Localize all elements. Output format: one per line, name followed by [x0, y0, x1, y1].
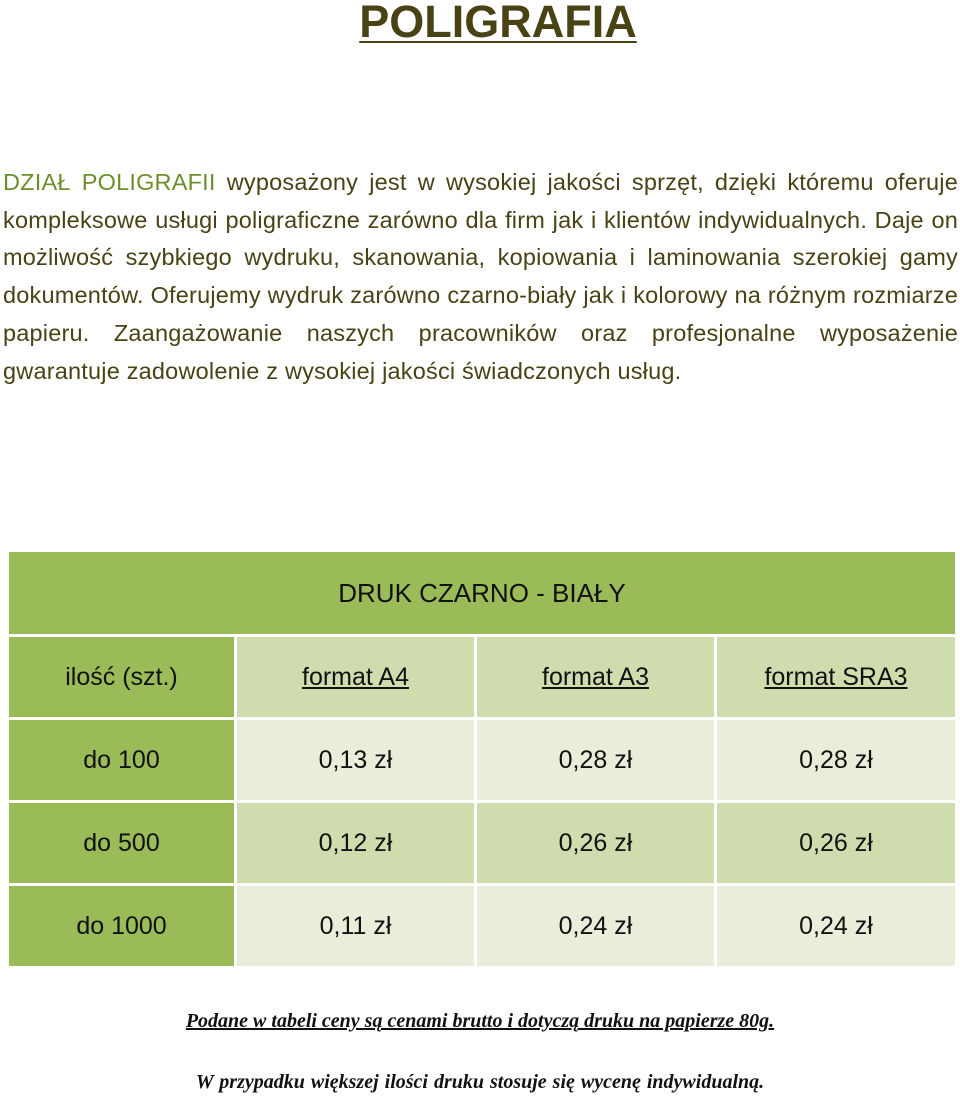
table-heading-row [8, 551, 957, 636]
table-row [8, 719, 957, 802]
table-row [8, 802, 957, 885]
table-row [8, 885, 957, 968]
price-a3: 0,24 zł [476, 885, 716, 968]
intro-lead: DZIAŁ POLIGRAFII [3, 169, 216, 195]
table-header-row [8, 636, 957, 719]
price-sra3: 0,26 zł [716, 802, 957, 885]
row-quantity: do 500 [8, 802, 236, 885]
custom-quote-note: W przypadku większej ilości druku stosuje się wycenę indywidualną. [195, 1071, 765, 1093]
page-title: POLIGRAFIA [359, 0, 637, 47]
column-header-sra3: format SRA3 [716, 636, 957, 719]
price-a4: 0,11 zł [236, 885, 476, 968]
row-quantity: do 1000 [8, 885, 236, 968]
price-a4: 0,13 zł [236, 719, 476, 802]
price-a3: 0,26 zł [476, 802, 716, 885]
column-header-quantity: ilość (szt.) [8, 636, 236, 719]
price-a4: 0,12 zł [236, 802, 476, 885]
price-a3: 0,28 zł [476, 719, 716, 802]
price-table [6, 549, 958, 969]
table-heading: DRUK CZARNO - BIAŁY [8, 551, 957, 636]
price-note: Podane w tabeli ceny są cenami brutto i dotyczą druku na papierze 80g. [185, 1010, 775, 1032]
price-sra3: 0,28 zł [716, 719, 957, 802]
column-header-a3: format A3 [476, 636, 716, 719]
intro-text: wyposażony jest w wysokiej jakości sprzęt, dzięki któremu oferuje kompleksowe usługi poligraficzne zarówno dla firm jak i klientów indywidualnych. Daje on możliwość szybkiego wydruku, skanowania, kopiowania i laminowania szerokiej gamy dokumentów. Oferujemy wydruk zarówno czarno-biały jak i kolorowy na różnym rozmiarze papieru. Zaangażowanie naszych pracowników oraz profesjonalne wyposażenie gwarantuje zadowolenie z wysokiej jakości świadczonych usług. [3, 169, 958, 384]
price-sra3: 0,24 zł [716, 885, 957, 968]
column-header-a4: format A4 [236, 636, 476, 719]
row-quantity: do 100 [8, 719, 236, 802]
intro-paragraph [3, 164, 958, 390]
